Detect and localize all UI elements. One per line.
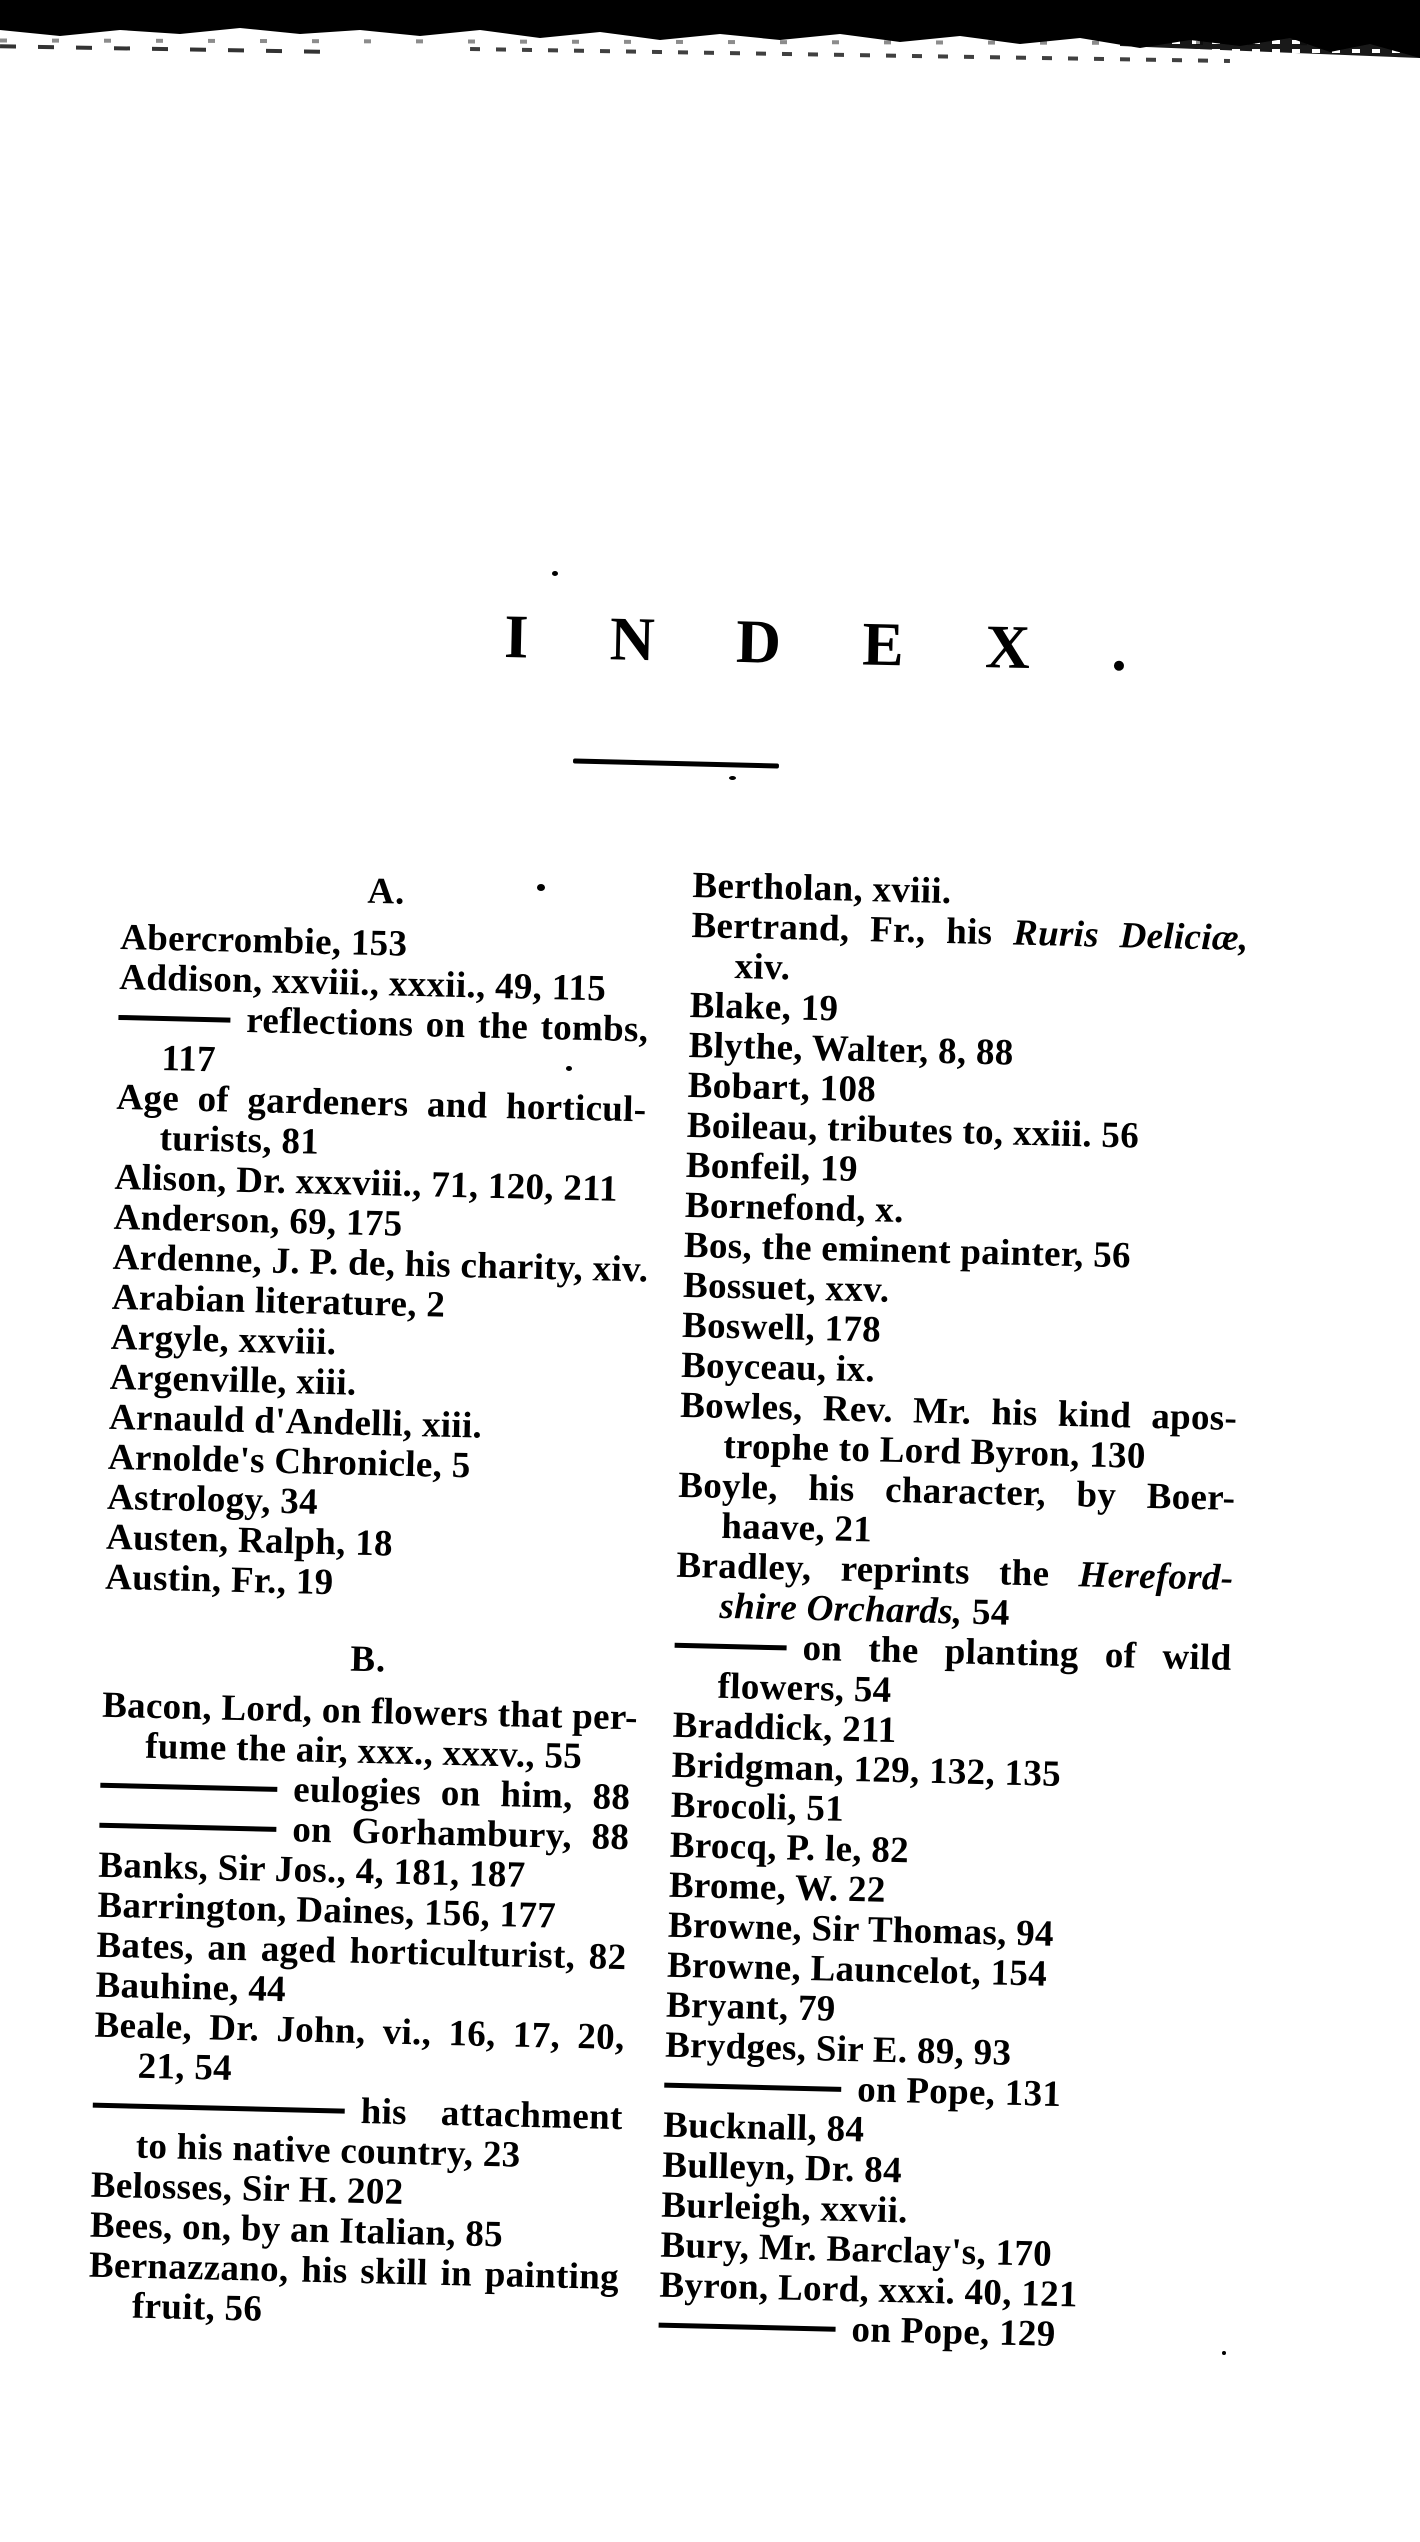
index-entry-text: reflections on the tombs, [245, 999, 649, 1051]
em-dash-rule [675, 1643, 787, 1651]
index-entry-text: Bradley, reprints the [676, 1544, 1080, 1596]
index-entry-text: Bees, on, by an Italian, 85 [89, 2204, 504, 2256]
index-entry-text: Brocoli, 51 [670, 1784, 845, 1830]
index-entry-text: on Pope, 129 [851, 2309, 1057, 2355]
index-entry-text: Banks, Sir Jos., 4, 181, 187 [97, 1844, 526, 1896]
index-entry-text: Bobart, 108 [687, 1064, 877, 1111]
index-entry-text: Arnauld d'Andelli, xiii. [108, 1396, 483, 1447]
index-entry-text: Bauhine, 44 [95, 1964, 287, 2011]
index-entry-text: 117 [160, 1037, 217, 1081]
index-entry-text: to his native country, 23 [135, 2125, 521, 2176]
em-dash-rule [99, 1823, 276, 1832]
index-entry-text: Byron, Lord, xxxi. 40, 121 [659, 2264, 1079, 2316]
index-entry-text: B. [349, 1638, 387, 1681]
index-entry-text: fume the air, xxx., xxxv., 55 [144, 1725, 583, 1778]
index-entry-text: Braddick, 211 [672, 1704, 898, 1752]
index-entry-italic-text: Ruris Deliciæ, [1012, 912, 1249, 960]
index-entry-text: Abercrombie, 153 [119, 916, 408, 965]
index-entry-text: Burleigh, xxvii. [660, 2184, 909, 2232]
em-dash-rule [118, 1015, 230, 1023]
index-entry-text: Bernazzano, his skill in painting [88, 2244, 620, 2299]
index-entry-text: Browne, Launcelot, 154 [666, 1944, 1048, 1995]
index-entry-text: on Pope, 131 [856, 2069, 1062, 2116]
page-title: I N D E X . [503, 603, 1161, 685]
index-entry-text: flowers, 54 [717, 1665, 892, 1711]
em-dash-rule [664, 2083, 841, 2092]
index-entry-text: Bornefond, x. [684, 1184, 905, 1232]
index-entry-text: Brome, W. 22 [668, 1864, 887, 1911]
index-entry-text: Belosses, Sir H. 202 [90, 2164, 404, 2213]
index-entry-text: Boyle, his character, by Boer- [677, 1464, 1236, 1519]
index-entry-text: trophe to Lord Byron, 130 [722, 1425, 1147, 1477]
index-entry-text: Argyle, xxviii. [110, 1316, 337, 1364]
index-entry-text: Austen, Ralph, 18 [105, 1516, 394, 1565]
index-entry-text: Age of gardeners and horticul- [116, 1076, 647, 1131]
index-entry-text: Browne, Sir Thomas, 94 [667, 1904, 1055, 1955]
index-entry-text: Brydges, Sir E. 89, 93 [664, 2024, 1012, 2074]
index-entry-text: fruit, 56 [131, 2285, 263, 2330]
em-dash-rule [100, 1783, 277, 1792]
index-entry-text: Beale, Dr. John, vi., 16, 17, 20, [94, 2004, 626, 2059]
title-divider-rule [573, 758, 779, 768]
index-entry-text: xiv. [734, 946, 791, 989]
index-entry-text: Arabian literature, 2 [111, 1276, 446, 1326]
index-entry-text: Addison, xxviii., xxxii., 49, 115 [118, 956, 607, 1010]
index-entry-text: Bates, an aged horticulturist, 82 [96, 1924, 627, 1979]
index-entry-text: Bertrand, Fr., his [691, 904, 1014, 954]
index-entry-text: on Gorhambury, 88 [291, 1809, 630, 1859]
index-entry-text: Alison, Dr. xxxviii., 71, 120, 211 [114, 1156, 619, 1210]
index-entry-text: eulogies on him, 88 [292, 1769, 631, 1819]
index-entry-text: haave, 21 [720, 1505, 873, 1551]
index-entry-text: Anderson, 69, 175 [113, 1196, 403, 1245]
index-entry-text: Boyceau, ix. [680, 1344, 876, 1391]
index-entry-text: Blake, 19 [689, 984, 839, 1030]
ink-speck [729, 776, 736, 780]
ink-speck [1222, 2351, 1226, 2355]
section-header [103, 1634, 634, 1686]
index-entry-text: 54 [971, 1591, 1011, 1634]
index-entry-text: turists, 81 [159, 1117, 320, 1163]
index-entry-text: Bacon, Lord, on flowers that per- [101, 1684, 639, 1739]
index-entry-text: Bos, the eminent painter, 56 [683, 1224, 1132, 1277]
index-entry-text: Bury, Mr. Barclay's, 170 [660, 2224, 1053, 2275]
index-column-left [88, 866, 652, 2338]
index-entry-text: his attachment [360, 2090, 624, 2139]
index-entry-text: Bonfeil, 19 [685, 1144, 859, 1190]
index-entry-text: Boileau, tributes to, xxiii. 56 [686, 1104, 1140, 1157]
index-entry-text: Ardenne, J. P. de, his charity, xiv. [112, 1236, 649, 1291]
index-entry-text: Argenville, xiii. [109, 1356, 357, 1404]
index-entry-text: A. [366, 870, 406, 913]
index-entry-text: Arnolde's Chronicle, 5 [107, 1436, 472, 1487]
index-entry-text: Blythe, Walter, 8, 88 [688, 1024, 1015, 1074]
index-entry-text: Bossuet, xxv. [682, 1264, 890, 1311]
index-entry-text: Austin, Fr., 19 [104, 1556, 334, 1604]
index-entry-text: Bucknall, 84 [662, 2104, 865, 2151]
index-entry-text: on the planting of wild [802, 1627, 1232, 1679]
em-dash-rule [659, 2323, 836, 2332]
index-entry-text: Astrology, 34 [106, 1476, 319, 1523]
index-entry-text: 21, 54 [137, 2045, 233, 2089]
scan-noise-line [470, 47, 1230, 63]
index-column-right [658, 866, 1250, 2359]
index-entry-text: Bulleyn, Dr. 84 [661, 2144, 903, 2192]
section-header [121, 866, 652, 918]
ink-speck [552, 571, 558, 576]
index-entry-text: Bridgman, 129, 132, 135 [671, 1744, 1062, 1795]
index-entry-text: Brocq, P. le, 82 [669, 1824, 910, 1872]
scan-noise-line [0, 44, 320, 54]
index-entry-text: Barrington, Daines, 156, 177 [97, 1884, 557, 1937]
index-entry-text: Boswell, 178 [681, 1304, 882, 1351]
index-entry-text: Bowles, Rev. Mr. his kind apos- [679, 1384, 1238, 1439]
index-entry-italic-text: Hereford- [1078, 1554, 1234, 1599]
index-entry-text: Bertholan, xviii. [692, 865, 952, 913]
index-entry-italic-text: shire Orchards, [719, 1585, 973, 1633]
em-dash-rule [93, 2103, 345, 2114]
index-entry-text: Bryant, 79 [665, 1984, 837, 2030]
